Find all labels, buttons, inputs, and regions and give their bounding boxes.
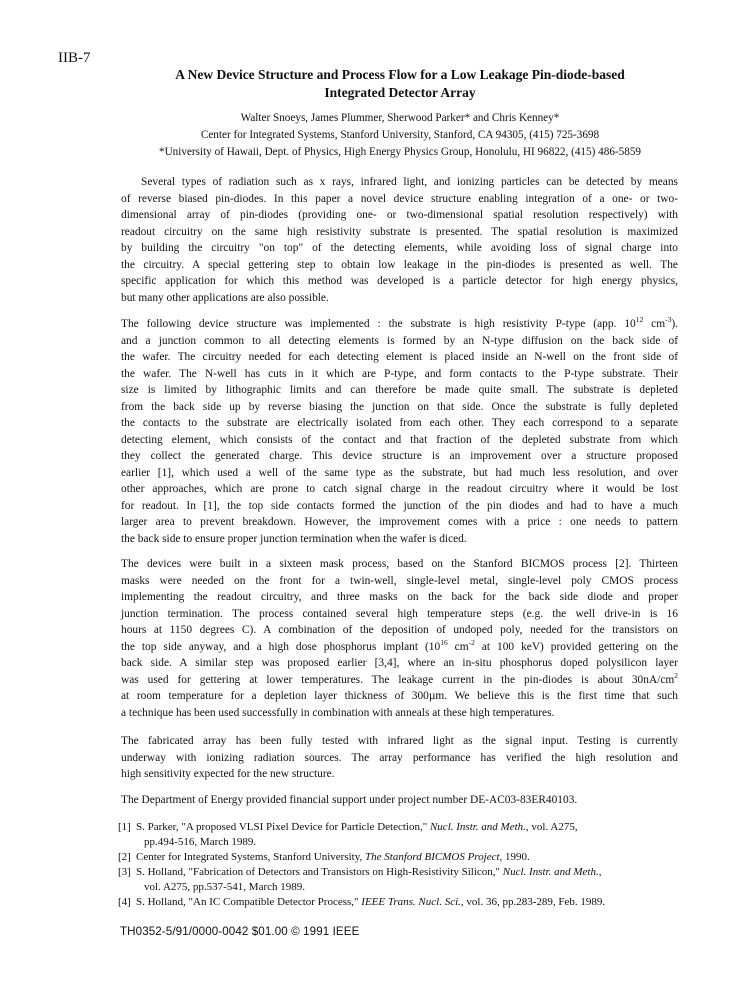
text-line: The fabricated array has been fully tested with infrared light as the signal input. Testing is currently [121, 735, 678, 747]
reference-number: [3] [118, 866, 131, 878]
reference-3 [118, 865, 678, 895]
text-line: hours at 1150 degrees C). A combination of the deposition of undoped poly, needed for the transistors on [121, 624, 678, 636]
text-line: readout circuitry on the same high resistivity substrate is presented. The spatial resolution is maximized [121, 225, 678, 238]
text-line: The Department of Energy provided financial support under project number DE-AC03-83ER40103. [121, 794, 578, 806]
text-line: earlier [1], which used a well of the same type as the substrate, but had much less resolution, and over [121, 466, 678, 479]
text-line: size is limited by lithographic limits and can therefore be made quite small. The substrate is depleted [121, 384, 678, 396]
text-line: for readout. In [1], the top side contacts formed the junction of the pin diodes and had to have a much [121, 499, 678, 512]
abstract-paragraph-1 [121, 174, 678, 306]
text-line: by building the circuitry "on top" of the detecting elements, while avoiding loss of signal charge into [121, 242, 678, 254]
text-line: and a junction common to all detecting elements is formed by an N-type diffusion on the back side of [121, 334, 678, 347]
text-line: at room temperature for a depletion layer thickness of 300µm. We believe this is the first time that such [121, 690, 678, 702]
text-line: Several types of radiation such as x rays, infrared light, and ionizing particles can be detected by means [141, 176, 678, 188]
text-line: detecting element, which consists of the contact and that fraction of the depleted substrate from which [121, 433, 678, 446]
reference-continuation: pp.494-516, March 1989. [144, 836, 257, 848]
reference-number: [4] [118, 896, 131, 908]
reference-text: Center for Integrated Systems, Stanford University, The Stanford BICMOS Project, 1990. [136, 851, 530, 863]
title-line-1: A New Device Structure and Process Flow for a Low Leakage Pin-diode-based [175, 67, 625, 82]
reference-number: [2] [118, 851, 131, 863]
text-line: the contacts to the substrate are electrically isolated from each other. They each correspond to a separate [121, 417, 678, 429]
paper-title [100, 66, 700, 102]
affiliation-1: Center for Integrated Systems, Stanford University, Stanford, CA 94305, (415) 725-3698 [200, 129, 600, 141]
reference-continuation: vol. A275, pp.537-541, March 1989. [144, 881, 306, 893]
affiliation-2: *University of Hawaii, Dept. of Physics, High Energy Physics Group, Honolulu, HI 96822, (415) 486-5859 [158, 146, 642, 158]
text-line: The following device structure was implemented : the substrate is high resistivity P-type (app. $10^{12}$ $cm^{-3}$). [121, 315, 678, 330]
copyright-footer: TH0352-5/91/0000-0042 $01.00 © 1991 IEEE [120, 925, 360, 938]
reference-text: S. Holland, "An IC Compatible Detector Process," IEEE Trans. Nucl. Sci., vol. 36, pp.283-289, Feb. 1989. [136, 896, 606, 908]
reference-4 [118, 895, 678, 910]
text-line: but many other applications are also possible. [121, 291, 329, 304]
text-line: the wafer. The circuitry needed for each detecting element is placed inside an N-well on the front side of [121, 351, 678, 363]
text-line: a technique has been used successfully in combination with anneals at these high temperatures. [121, 706, 555, 719]
text-line: dimensional array of pin-diodes (providing one- or two-dimensional spatial resolution respectively) with [121, 209, 678, 221]
text-line: larger area to prevent breakdown. However, the improvement comes with a price : one needs to pattern [121, 516, 678, 528]
text-line: of reverse biased pin-diodes. In this paper a novel device structure enabling integration of a one- or two- [121, 192, 678, 205]
text-line: implementing the readout circuitry, and three masks on the back for the back side diode and proper [121, 591, 678, 603]
text-line: they collect the generated charge. This device structure is an improvement over a structure proposed [121, 450, 678, 462]
testing-paragraph [121, 733, 678, 783]
text-line: high sensitivity expected for the new structure. [121, 768, 335, 780]
text-line: the back side to ensure proper junction termination when the wafer is diced. [121, 532, 467, 545]
reference-1 [118, 820, 678, 850]
text-line: from the back side up by reverse biasing the junction on that side. Once the substrate is fully depleted [121, 400, 678, 413]
reference-text: S. Holland, "Fabrication of Detectors and Transistors on High-Resistivity Silicon," Nucl. Instr. and Meth., [136, 866, 602, 878]
text-line: the wafer. The N-well has cuts in it which are P-type, and form contacts to the P-type substrate. Their [121, 367, 678, 380]
session-code: IIB-7 [58, 50, 91, 66]
text-line: The devices were built in a sixteen mask process, based on the Stanford BICMOS process [2]. Thirteen [121, 558, 678, 570]
device-structure-paragraph [121, 316, 678, 547]
text-line: the top side anyway, and a high dose phosphorus implant ($10^{16}$ $cm^{-2}$ at 100 keV) provided gettering on the [121, 637, 678, 653]
text-line: back side. A similar step was proposed earlier [3,4], where an in-situ phosphorus doped polysilicon layer [121, 657, 678, 669]
text-line: underway with ionizing radiation sources. The array performance has verified the high resolution and [121, 751, 678, 764]
text-line: specific application for which this method was developed is a particle detector for high energy physics, [121, 275, 678, 287]
process-paragraph [121, 556, 678, 721]
reference-text: S. Parker, "A proposed VLSI Pixel Device for Particle Detection," Nucl. Instr. and Meth., vol. A275, [136, 821, 578, 833]
reference-2 [118, 850, 678, 865]
reference-number: [1] [118, 821, 131, 833]
text-line: was used for gettering at lower temperatures. The leakage current in the pin-diodes is about $30nA/cm^2$ [121, 670, 678, 686]
authors: Walter Snoeys, James Plummer, Sherwood Parker* and Chris Kenney* [240, 112, 560, 124]
author-block [80, 110, 720, 161]
text-line: the circuitry. A special gettering step to obtain low leakage in the pin-diodes is presented as well. The [121, 258, 678, 271]
references-list [118, 820, 678, 910]
text-line: masks were needed on the front for a twin-well, single-level metal, single-level poly CMOS process [121, 574, 678, 587]
acknowledgment-paragraph [121, 792, 678, 809]
text-line: other approaches, which are prone to catch signal charge in the readout circuitry where it would be lost [121, 483, 678, 495]
text-line: junction termination. The process contained several high temperature steps (e.g. the well drive-in is 16 [121, 607, 678, 620]
title-line-2: Integrated Detector Array [324, 85, 476, 100]
